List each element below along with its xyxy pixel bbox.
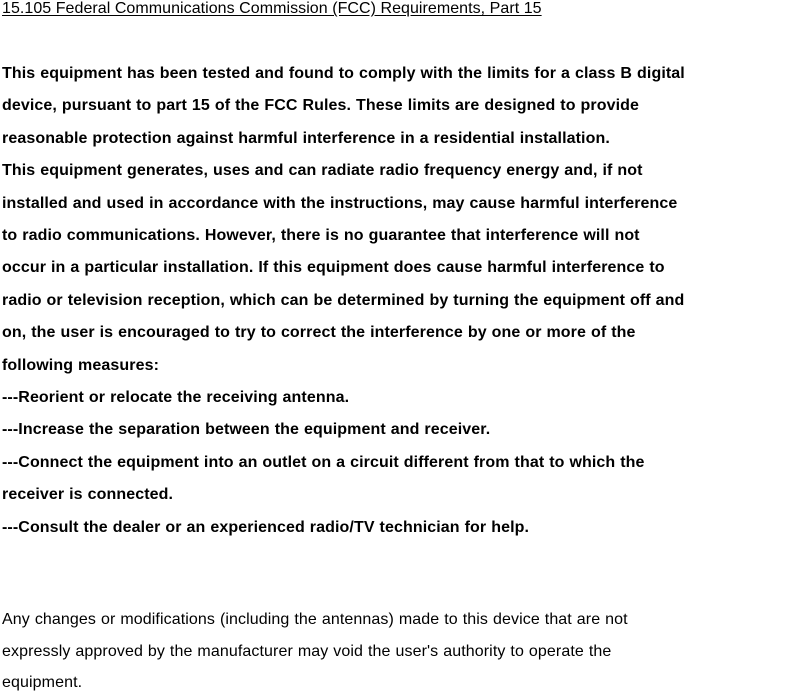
text-line: on, the user is encouraged to try to correct the interference by one or more of the [2,324,636,342]
text-line: occur in a particular installation. If this equipment does cause harmful interference to [2,259,665,277]
text-line: to radio communications. However, there is no guarantee that interference will not [2,227,640,245]
text-line: receiver is connected. [2,486,174,504]
text-line: installed and used in accordance with the instructions, may cause harmful interference [2,194,678,212]
modification-warning-paragraph [2,604,804,699]
text-line: reasonable protection against harmful interference in a residential installation. [2,129,610,147]
document-page [2,0,804,691]
measure-item: ---Consult the dealer or an experienced radio/TV technician for help. [2,518,530,536]
text-line: equipment. [2,674,83,691]
text-line: radio or television reception, which can be determined by turning the equipment off and [2,291,685,309]
text-line: expressly approved by the manufacturer may void the user's authority to operate the [2,642,612,660]
text-line: following measures: [2,356,159,374]
section-heading: 15.105 Federal Communications Commission (FCC) Requirements, Part 15 [2,0,542,17]
text-line: This equipment has been tested and found to comply with the limits for a class B digital [2,65,685,82]
text-line: device, pursuant to part 15 of the FCC Rules. These limits are designed to provide [2,97,640,115]
text-line: Any changes or modifications (including the antennas) made to this device that are not [2,611,628,628]
measure-item: ---Reorient or relocate the receiving antenna. [2,389,350,407]
measure-item: ---Increase the separation between the equipment and receiver. [2,421,491,439]
measure-item: ---Connect the equipment into an outlet on a circuit different from that to which the [2,453,645,471]
fcc-statement-paragraph [2,58,804,544]
text-line: This equipment generates, uses and can radiate radio frequency energy and, if not [2,162,643,180]
